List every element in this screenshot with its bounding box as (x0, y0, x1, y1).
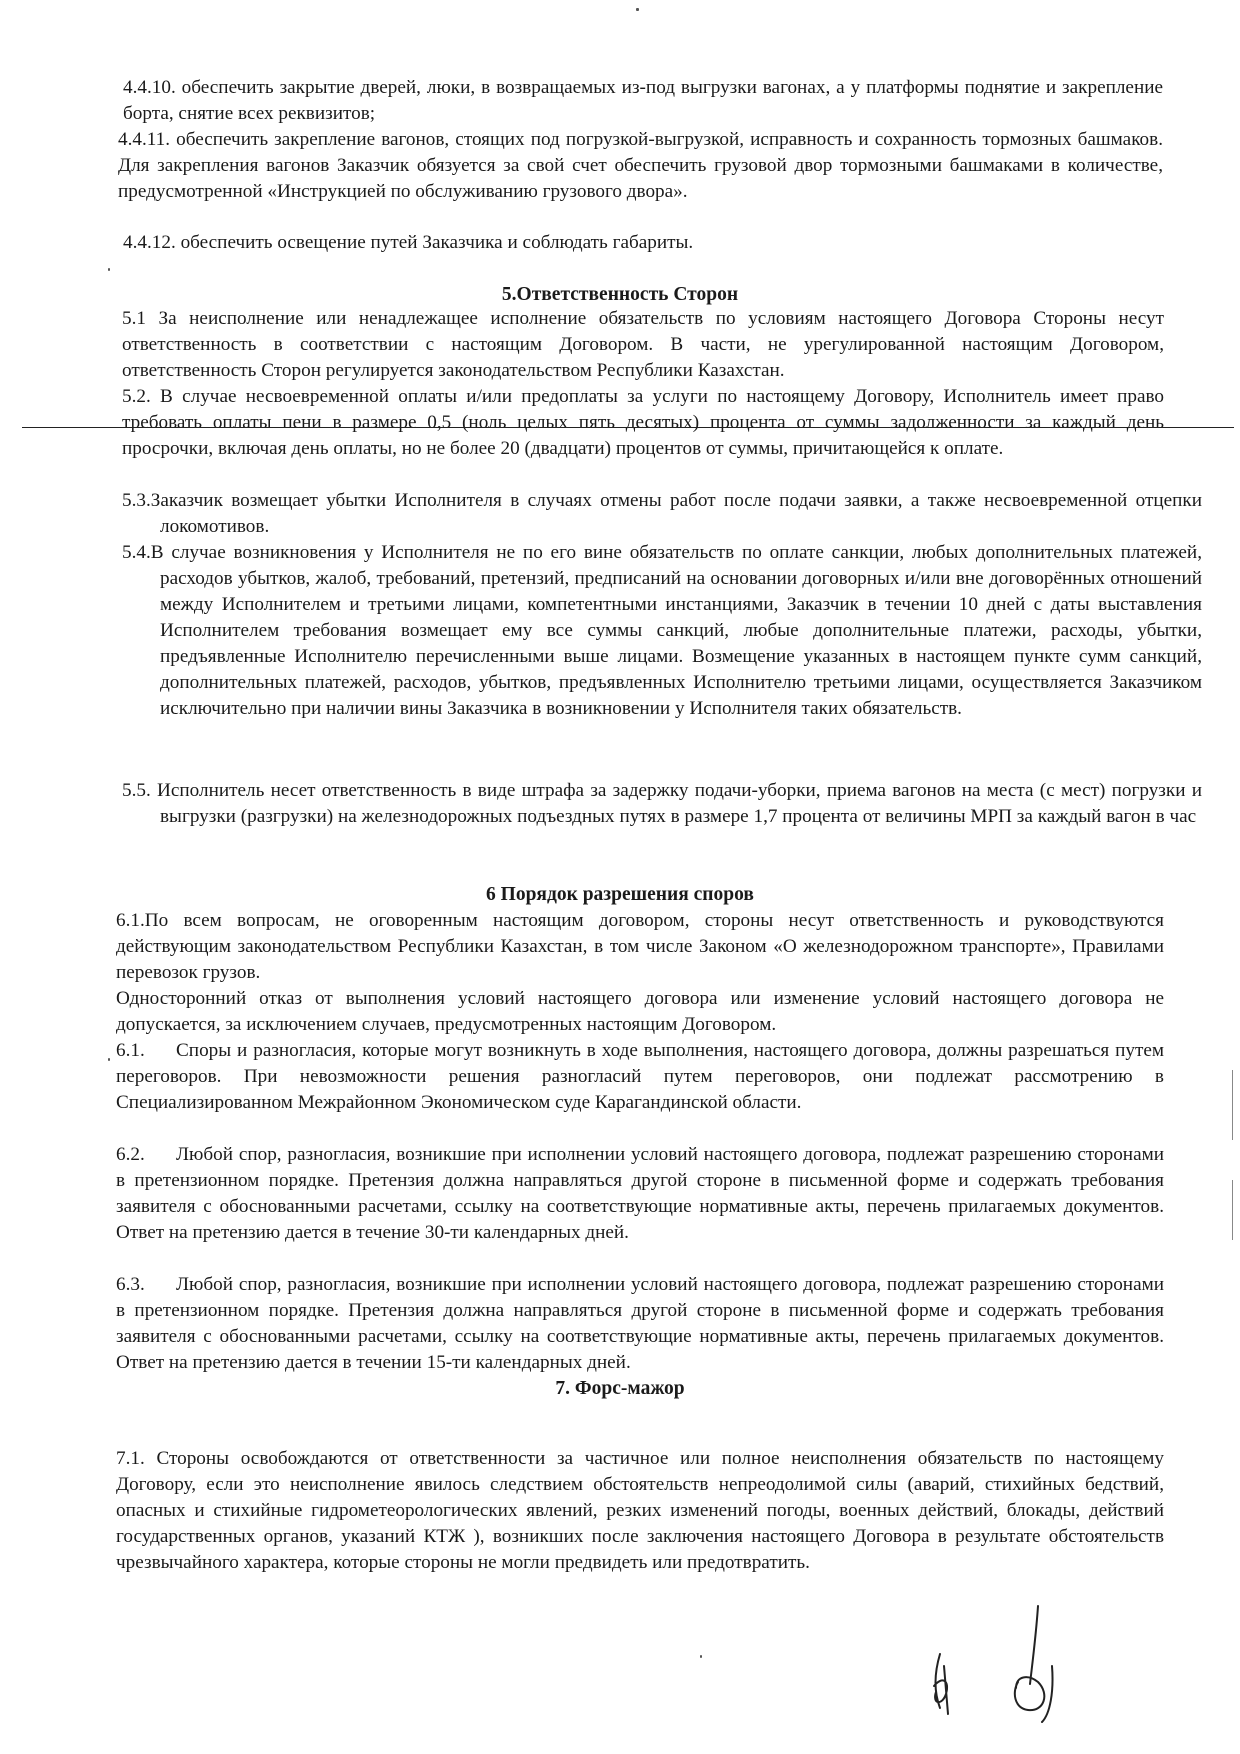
clause-6-2 (116, 1142, 1164, 1246)
clause-number: 6.1. (116, 1040, 145, 1061)
clause-5-2: 5.2. В случае несвоевременной оплаты и/или предоплаты за услуги по настоящему Договору, Исполнитель имеет право требовать оплаты пени в размере 0,5 (ноль целых пять десятых) процента от суммы задолженности за каждый день просрочки, включая день оплаты, но не более 20 (двадцати) процентов от суммы, причитающейся к оплате. (122, 386, 1164, 459)
scan-speck (636, 8, 639, 11)
clause-number: 6.2. (116, 1144, 145, 1165)
clause-number: 6.3. (116, 1274, 145, 1295)
clause-4-4-12: 4.4.12. обеспечить освещение путей Заказчика и соблюдать габариты. (123, 232, 694, 253)
clause-5-1: 5.1 За неисполнение или ненадлежащее исполнение обязательств по условиям настоящего Договора Стороны несут ответственность в соответствии с настоящим Договором. В части, не урегулированной настоящим Договором, ответственность Сторон регулируется законодательством Республики Казахстан. (122, 308, 1164, 381)
clause-6-1-unilateral: Односторонний отказ от выполнения условий настоящего договора или изменение условий настоящего договора не допускается, за исключением случаев, предусмотренных настоящим Договором. (116, 988, 1164, 1035)
clause-6-3 (116, 1272, 1164, 1376)
clause-4-4-11: 4.4.11. обеспечить закрепление вагонов, стоящих под погрузкой-выгрузкой, исправность и сохранность тормозных башмаков. Для закрепления вагонов Заказчик обязуется за свой счет обеспечить грузовой двор тормозными башмаками в количестве, предусмотренной «Инструкцией по обслуживанию грузового двора». (118, 129, 1163, 202)
section-5-heading: 5.Ответственность Сторон (501, 284, 739, 305)
clause-5-5: 5.5. Исполнитель несет ответственность в виде штрафа за задержку подачи-уборки, приема вагонов на места (с мест) погрузки и выгрузки (разгрузки) на железнодорожных подъездных путях в размере 1,7 процента от величины МРП за каждый вагон в час (122, 780, 1202, 827)
scan-edge-mark (1232, 1180, 1233, 1240)
scan-speck (108, 1058, 110, 1061)
clause-text: Любой спор, разногласия, возникшие при исполнении условий настоящего договора, подлежат разрешению сторонами в претензионном порядке. Претензия должна направляться другой стороне в письменной форме и содержать требования заявителя с обоснованными расчетами, ссылку на соответствующие нормативные акты, перечень прилагаемых документов. Ответ на претензию дается в течение 30-ти календарных дней. (116, 1144, 1164, 1243)
scan-horizontal-line (22, 427, 1234, 428)
clause-text: Любой спор, разногласия, возникшие при исполнении условий настоящего договора, подлежат разрешению сторонами в претензионном порядке. Претензия должна направляться другой стороне в письменной форме и содержать требования заявителя с обоснованными расчетами, ссылку на соответствующие нормативные акты, перечень прилагаемых документов. Ответ на претензию дается в течении 15-ти календарных дней. (116, 1274, 1164, 1373)
handwritten-initials (920, 1596, 1080, 1726)
scan-edge-mark (1232, 1070, 1233, 1140)
clause-5-4: 5.4.В случае возникновения у Исполнителя не по его вине обязательств по оплате санкции, любых дополнительных платежей, расходов убытков, жалоб, требований, претензий, предписаний на основании договорных и/или вне договорённых отношений между Исполнителем и третьими лицами, компетентными инстанциями, Заказчик в течении 10 дней с даты выставления Исполнителем требования возмещает ему все суммы санкций, любые дополнительные платежи, расходы, убытки, предъявленные Исполнителю перечисленными выше лицами. Возмещение указанных в настоящем пункте сумм санкций, дополнительных платежей, расходов, убытков, предъявленных Исполнителю третьими лицами, осуществляется Заказчиком исключительно при наличии вины Заказчика в возникновении у Исполнителя таких обязательств. (122, 542, 1202, 719)
clause-6-1 (116, 1038, 1164, 1116)
clause-5-3: 5.3.Заказчик возмещает убытки Исполнителя в случаях отмены работ после подачи заявки, а также несвоевременной отцепки локомотивов. (122, 490, 1202, 537)
clause-7-1: 7.1. Стороны освобождаются от ответственности за частичное или полное неисполнения обязательств по настоящему Договору, если это неисполнение явилось следствием обстоятельств непреодолимой силы (аварий, стихийных бедствий, опасных и стихийные гидрометеорологических явлений, резких изменений погоды, военных действий, блокады, действий государственных органов, указаний КТЖ ), возникших после заключения настоящего Договора в результате обстоятельств чрезвычайного характера, которые стороны не могли предвидеть или предотвратить. (116, 1448, 1164, 1573)
scan-speck (108, 268, 110, 271)
section-6-heading: 6 Порядок разрешения споров (486, 884, 754, 905)
section-7-heading: 7. Форс-мажор (555, 1378, 685, 1399)
scan-speck (700, 1655, 702, 1658)
clause-text: Споры и разногласия, которые могут возникнуть в ходе выполнения, настоящего договора, должны разрешаться путем переговоров. При невозможности решения разногласий путем переговоров, они подлежат рассмотрению в Специализированном Межрайонном Экономическом суде Карагандинской области. (116, 1040, 1164, 1113)
clause-6-1-general: 6.1.По всем вопросам, не оговоренным настоящим договором, стороны несут ответственность и руководствуются действующим законодательством Республики Казахстан, в том числе Законом «О железнодорожном транспорте», Правилами перевозок грузов. (116, 910, 1164, 983)
clause-4-4-10: 4.4.10. обеспечить закрытие дверей, люки, в возвращаемых из-под выгрузки вагонах, а у платформы поднятие и закрепление борта, снятие всех реквизитов; (123, 77, 1163, 124)
